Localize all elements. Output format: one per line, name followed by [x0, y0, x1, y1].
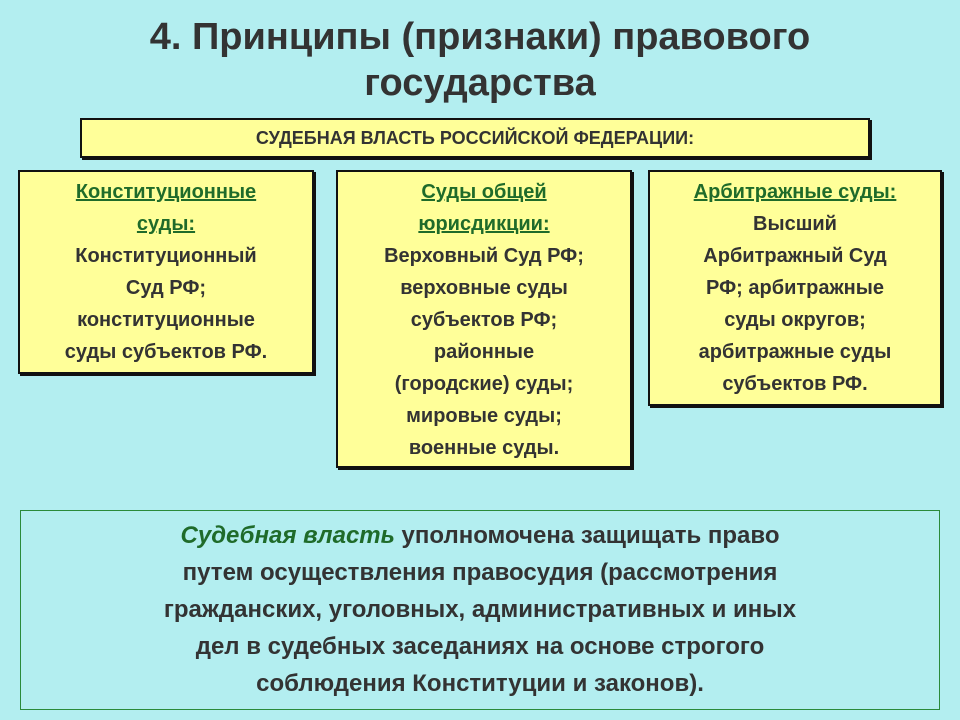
judicial-power-summary — [20, 510, 940, 710]
general-jurisdiction-list — [338, 240, 630, 464]
heading-line: Суды общей — [421, 181, 547, 203]
constitutional-courts-box — [18, 170, 314, 374]
summary-line: путем осуществления правосудия (рассмотрения — [182, 559, 778, 586]
list-line: суды округов; — [724, 309, 866, 331]
general-jurisdiction-heading — [338, 176, 630, 240]
constitutional-courts-heading — [20, 176, 312, 240]
list-line: конституционные — [77, 309, 255, 331]
list-line: Арбитражный Суд — [703, 245, 887, 267]
list-line: Конституционный — [75, 245, 257, 267]
judicial-power-header: СУДЕБНАЯ ВЛАСТЬ РОССИЙСКОЙ ФЕДЕРАЦИИ: — [80, 118, 870, 158]
list-line: Верховный Суд РФ; — [384, 245, 584, 267]
heading-line: юрисдикции: — [418, 213, 550, 235]
list-line: Высший — [753, 213, 837, 235]
page-title-line1: 4. Принципы (признаки) правового — [149, 16, 811, 58]
list-line: субъектов РФ; — [410, 309, 558, 331]
page-title — [0, 14, 960, 106]
list-line: арбитражные суды — [698, 341, 892, 363]
list-line: районные — [433, 341, 535, 363]
general-jurisdiction-courts-box — [336, 170, 632, 468]
summary-line: дел в судебных заседаниях на основе строгого — [195, 633, 765, 660]
list-line: верховные суды — [400, 277, 568, 299]
list-line: суды субъектов РФ. — [64, 341, 268, 363]
summary-line — [21, 517, 939, 554]
list-line: РФ; арбитражные — [706, 277, 884, 299]
list-line: (городские) суды; — [394, 373, 574, 395]
list-line: субъектов РФ. — [722, 373, 868, 395]
heading-line: Арбитражные суды: — [693, 181, 897, 203]
summary-line1-rest: уполномочена защищать право — [394, 522, 780, 549]
heading-line: суды: — [136, 213, 196, 235]
arbitration-courts-list — [650, 208, 940, 400]
list-line: военные суды. — [408, 437, 560, 459]
summary-line: соблюдения Конституции и законов). — [256, 670, 704, 697]
heading-line: Конституционные — [75, 181, 257, 203]
constitutional-courts-list — [20, 240, 312, 368]
arbitration-courts-box — [648, 170, 942, 406]
page-title-line2: государства — [364, 62, 596, 104]
summary-emphasis: Судебная власть — [180, 522, 395, 549]
list-line: мировые суды; — [406, 405, 562, 427]
list-line: Суд РФ; — [125, 277, 207, 299]
arbitration-courts-heading — [650, 176, 940, 208]
summary-line: гражданских, уголовных, административных и иных — [163, 596, 797, 623]
